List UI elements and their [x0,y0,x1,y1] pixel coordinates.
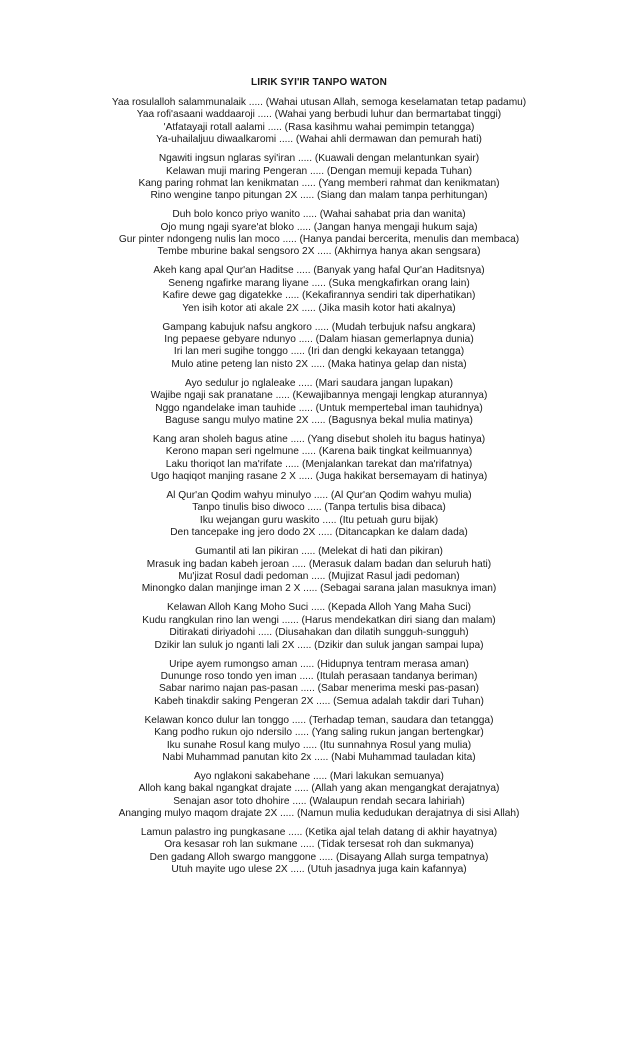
lyric-line: Yaa rofi'asaani waddaaroji ..... (Wahai yang berbudi luhur dan bermartabat tinggi) [136,109,502,121]
lyric-line: Utuh mayite ugo ulese 2X ..... (Utuh jasadnya juga kain kafannya) [171,864,467,876]
lyric-line: Kudu rangkulan rino lan wengi ...... (Harus mendekatkan diri siang dan malam) [142,614,496,626]
lyric-line: Baguse sangu mulyo matine 2X ..... (Bagusnya bekal mulia matinya) [165,414,473,426]
lyric-line: Nggo ngandelake iman tauhide ..... (Untuk mempertebal iman tauhidnya) [155,402,483,414]
lyrics-body [0,97,638,883]
lyric-line: Al Qur'an Qodim wahyu minulyo ..... (Al Qur'an Qodim wahyu mulia) [166,490,472,502]
lyric-line: Uripe ayem rumongso aman ..... (Hidupnya tentram merasa aman) [169,658,469,670]
stanza [0,322,638,372]
lyric-line: Mulo atine peteng lan nisto 2X ..... (Maka hatinya gelap dan nista) [171,358,467,370]
lyric-line: Iku wejangan guru waskito ..... (Itu petuah guru bijak) [199,514,439,526]
lyric-line: Tembe mburine bakal sengsoro 2X ..... (Akhirnya hanya akan sengsara) [157,246,481,258]
stanza [0,546,638,596]
lyric-line: Nabi Muhammad panutan kito 2x ..... (Nabi Muhammad tauladan kita) [162,751,476,763]
lyric-line: Ya-uhailaljuu diwaalkaromi ..... (Wahai ahli dermawan dan pemurah hati) [156,134,482,146]
lyric-line: Ananging mulyo maqom drajate 2X ..... (Namun mulia kedudukan derajatnya di sisi Allah) [118,808,520,820]
lyric-line: Kang paring rohmat lan kenikmatan ..... (Yang memberi rahmat dan kenikmatan) [138,177,500,189]
lyric-line: Alloh kang bakal ngangkat drajate ..... (Allah yang akan mengangkat derajatnya) [138,783,500,795]
lyric-line: Kang podho rukun ojo ndersilo ..... (Yang saling rukun jangan bertengkar) [154,727,484,739]
stanza [0,265,638,315]
stanza [0,490,638,540]
lyric-line: Kang aran sholeh bagus atine ..... (Yang disebut sholeh itu bagus hatinya) [152,433,486,445]
lyric-line: Ora kesasar roh lan sukmane ..... (Tidak tersesat roh dan sukmanya) [164,839,474,851]
lyric-line: Den tancepake ing jero dodo 2X ..... (Ditancapkan ke dalam dada) [170,527,468,539]
lyric-line: Yaa rosulalloh salammunalaik ..... (Wahai utusan Allah, semoga keselamatan tetap padamu) [111,97,527,108]
lyric-line: Wajibe ngaji sak pranatane ..... (Kewajibannya mengaji lengkap aturannya) [150,390,488,402]
lyric-line: Ditirakati diriyadohi ..... (Diusahakan dan dilatih sungguh-sungguh) [169,627,469,639]
lyric-line: Ojo mung ngaji syare'at bloko ..... (Jangan hanya mengaji hukum saja) [160,221,478,233]
lyric-line: Ngawiti ingsun nglaras syi'iran ..... (Kuawali dengan melantunkan syair) [158,153,480,165]
lyric-line: Kelawan muji maring Pengeran ..... (Dengan memuji kepada Tuhan) [166,165,472,177]
lyric-line: Iri lan meri sugihe tonggo ..... (Iri dan dengki kekayaan tetangga) [173,346,465,358]
lyric-line: Gampang kabujuk nafsu angkoro ..... (Mudah terbujuk nafsu angkara) [162,321,476,333]
lyric-line: 'Atfatayaji rotall aalami ..... (Rasa kasihmu wahai pemimpin tetangga) [163,121,475,133]
lyric-line: Mrasuk ing badan kabeh jeroan ..... (Merasuk dalam badan dan seluruh hati) [146,558,492,570]
stanza [0,715,638,765]
lyric-line: Sabar narimo najan pas-pasan ..... (Sabar menerima meski pas-pasan) [158,683,480,695]
lyric-line: Den gadang Alloh swargo manggone ..... (Disayang Allah surga tempatnya) [149,851,489,863]
lyric-line: Ayo sedulur jo nglaleake ..... (Mari saudara jangan lupakan) [185,377,453,389]
lyric-line: Gumantil ati lan pikiran ..... (Melekat di hati dan pikiran) [195,546,443,558]
lyric-line: Kerono mapan seri ngelmune ..... (Karena baik tingkat keilmuannya) [165,446,473,458]
stanza [0,378,638,428]
document-title: LIRIK SYI'IR TANPO WATON [251,77,387,88]
lyric-line: Kelawan Alloh Kang Moho Suci ..... (Kepada Alloh Yang Maha Suci) [167,602,471,614]
stanza [0,602,638,652]
lyric-line: Dununge roso tondo yen iman ..... (Itulah perasaan tandanya beriman) [160,670,478,682]
lyric-line: Seneng ngafirke marang liyane ..... (Suka mengkafirkan orang lain) [168,277,470,289]
lyric-line: Ing pepaese gebyare ndunyo ..... (Dalam hiasan gemerlapnya dunia) [164,334,474,346]
lyric-line: Mu'jizat Rosul dadi pedoman ..... (Mujizat Rasul jadi pedoman) [178,571,460,583]
stanza [0,771,638,821]
stanza [0,659,638,709]
lyric-line: Gur pinter ndongeng nulis lan moco ..... (Hanya pandai bercerita, menulis dan membaca) [118,234,520,246]
lyric-line: Akeh kang apal Qur'an Haditse ..... (Banyak yang hafal Qur'an Haditsnya) [153,265,485,277]
lyric-line: Kelawan konco dulur lan tonggo ..... (Terhadap teman, saudara dan tetangga) [144,714,494,726]
lyric-line: Dzikir lan suluk jo nganti lali 2X ..... (Dzikir dan suluk jangan sampai lupa) [154,639,484,651]
lyric-line: Minongko dalan manjinge iman 2 X ..... (Sebagai sarana jalan masuknya iman) [141,583,497,595]
lyric-line: Kafire dewe gag digatekke ..... (Kekafirannya sendiri tak diperhatikan) [162,290,476,302]
lyric-line: Kabeh tinakdir saking Pengeran 2X ..... (Semua adalah takdir dari Tuhan) [154,695,484,707]
lyric-line: Lamun palastro ing pungkasane ..... (Ketika ajal telah datang di akhir hayatnya) [140,827,498,839]
stanza [0,827,638,877]
lyric-line: Ugo haqiqot manjing rasane 2 X ..... (Juga hakikat bersemayam di hatinya) [150,471,488,483]
lyric-line: Laku thoriqot lan ma'rifate ..... (Menjalankan tarekat dan ma'rifatnya) [165,458,473,470]
stanza [0,153,638,203]
stanza [0,434,638,484]
lyric-line: Yen isih kotor ati akale 2X ..... (Jika masih kotor hati akalnya) [182,302,456,314]
lyric-line: Ayo nglakoni sakabehane ..... (Mari lakukan semuanya) [194,770,444,782]
lyric-line: Iku sunahe Rosul kang mulyo ..... (Itu sunnahnya Rosul yang mulia) [166,739,472,751]
lyric-line: Senajan asor toto dhohire ..... (Walaupun rendah secara lahiriah) [173,795,465,807]
lyric-line: Tanpo tinulis biso diwoco ..... (Tanpa tertulis bisa dibaca) [192,502,446,514]
stanza [0,209,638,259]
lyric-line: Duh bolo konco priyo wanito ..... (Wahai sahabat pria dan wanita) [172,209,466,221]
stanza [0,97,638,147]
lyric-line: Rino wengine tanpo pitungan 2X ..... (Siang dan malam tanpa perhitungan) [150,190,488,202]
